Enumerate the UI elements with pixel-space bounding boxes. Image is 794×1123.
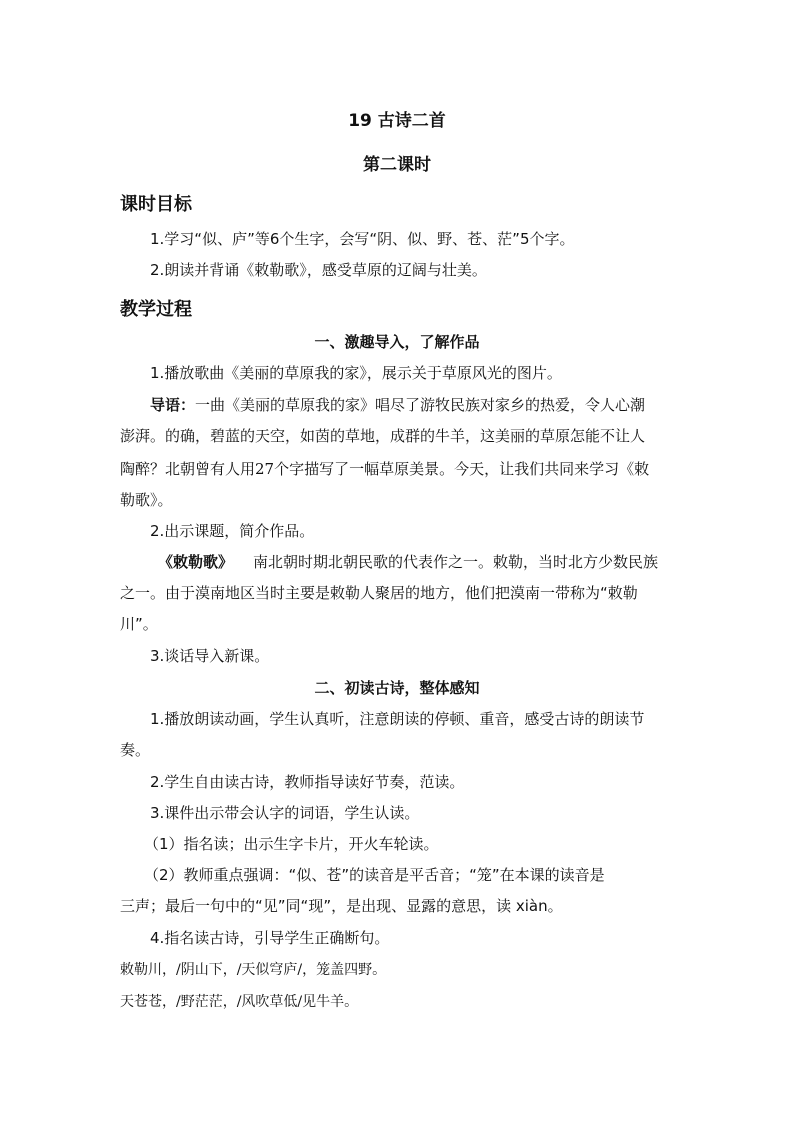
goals-heading: 课时目标	[120, 194, 192, 215]
s2-item-1-line-1: 1.播放朗读动画，学生认真听，注意朗读的停顿、重音，感受古诗的朗读节	[150, 710, 645, 728]
s2-item-1-line-2: 奏。	[120, 741, 151, 759]
goal-item-2: 2.朗读并背诵《敕勒歌》，感受草原的辽阔与壮美。	[150, 261, 487, 279]
s2-sub-2-line-1: （2）教师重点强调：“似、苍”的读音是平舌音；“笼”在本课的读音是	[144, 866, 605, 884]
work-intro-line-1	[158, 551, 658, 572]
s2-sub-2-line-2: 三声；最后一句中的“见”同“现”，是出现、显露的意思，读 xiàn。	[120, 897, 563, 915]
poem-line-1: 敕勒川，/阴山下，/天似穹庐/，笼盖四野。	[120, 962, 387, 978]
guide-text: 一曲《美丽的草原我的家》唱尽了游牧民族对家乡的热爱，令人心潮	[195, 396, 646, 414]
guide-paragraph-line-4: 勒歌》。	[120, 491, 173, 509]
work-title: 《敕勒歌》	[158, 553, 234, 571]
s2-item-4: 4.指名读古诗，引导学生正确断句。	[150, 929, 390, 947]
process-heading: 教学过程	[120, 299, 192, 320]
guide-paragraph-line-2: 澎湃。的确，碧蓝的天空，如茵的草地，成群的牛羊，这美丽的草原怎能不让人	[120, 427, 646, 445]
work-intro-line-2: 之一。由于漠南地区当时主要是敕勒人聚居的地方，他们把漠南一带称为“敕勒	[120, 584, 638, 602]
s1-item-3: 3.谈话导入新课。	[150, 647, 270, 665]
work-text: 南北朝时期北朝民歌的代表作之一。敕勒，当时北方少数民族	[253, 553, 659, 571]
guide-label: 导语：	[150, 396, 196, 414]
guide-paragraph-line-3: 陶醉？北朝曾有人用27个字描写了一幅草原美景。今天，让我们共同来学习《敕	[120, 460, 650, 478]
section-heading-2: 二、初读古诗，整体感知	[314, 679, 480, 697]
s2-item-3: 3.课件出示带会认字的词语，学生认读。	[150, 804, 420, 822]
guide-paragraph-line-1	[150, 394, 645, 415]
s1-item-1: 1.播放歌曲《美丽的草原我的家》，展示关于草原风光的图片。	[150, 364, 562, 382]
s2-sub-1: （1）指名读；出示生字卡片，开火车轮读。	[144, 835, 439, 853]
lesson-title: 19 古诗二首	[348, 111, 446, 131]
goal-item-1: 1.学习“似、庐”等6个生字，会写“阴、似、野、苍、茫”5个字。	[150, 230, 575, 248]
s2-item-2: 2.学生自由读古诗，教师指导读好节奏，范读。	[150, 773, 465, 791]
poem-line-2: 天苍苍，/野茫茫，/风吹草低/见牛羊。	[120, 994, 359, 1010]
lesson-subtitle: 第二课时	[363, 155, 431, 175]
section-heading-1: 一、激趣导入，了解作品	[314, 333, 480, 351]
s1-item-2: 2.出示课题，简介作品。	[150, 522, 315, 540]
work-intro-line-3: 川”。	[120, 615, 158, 633]
